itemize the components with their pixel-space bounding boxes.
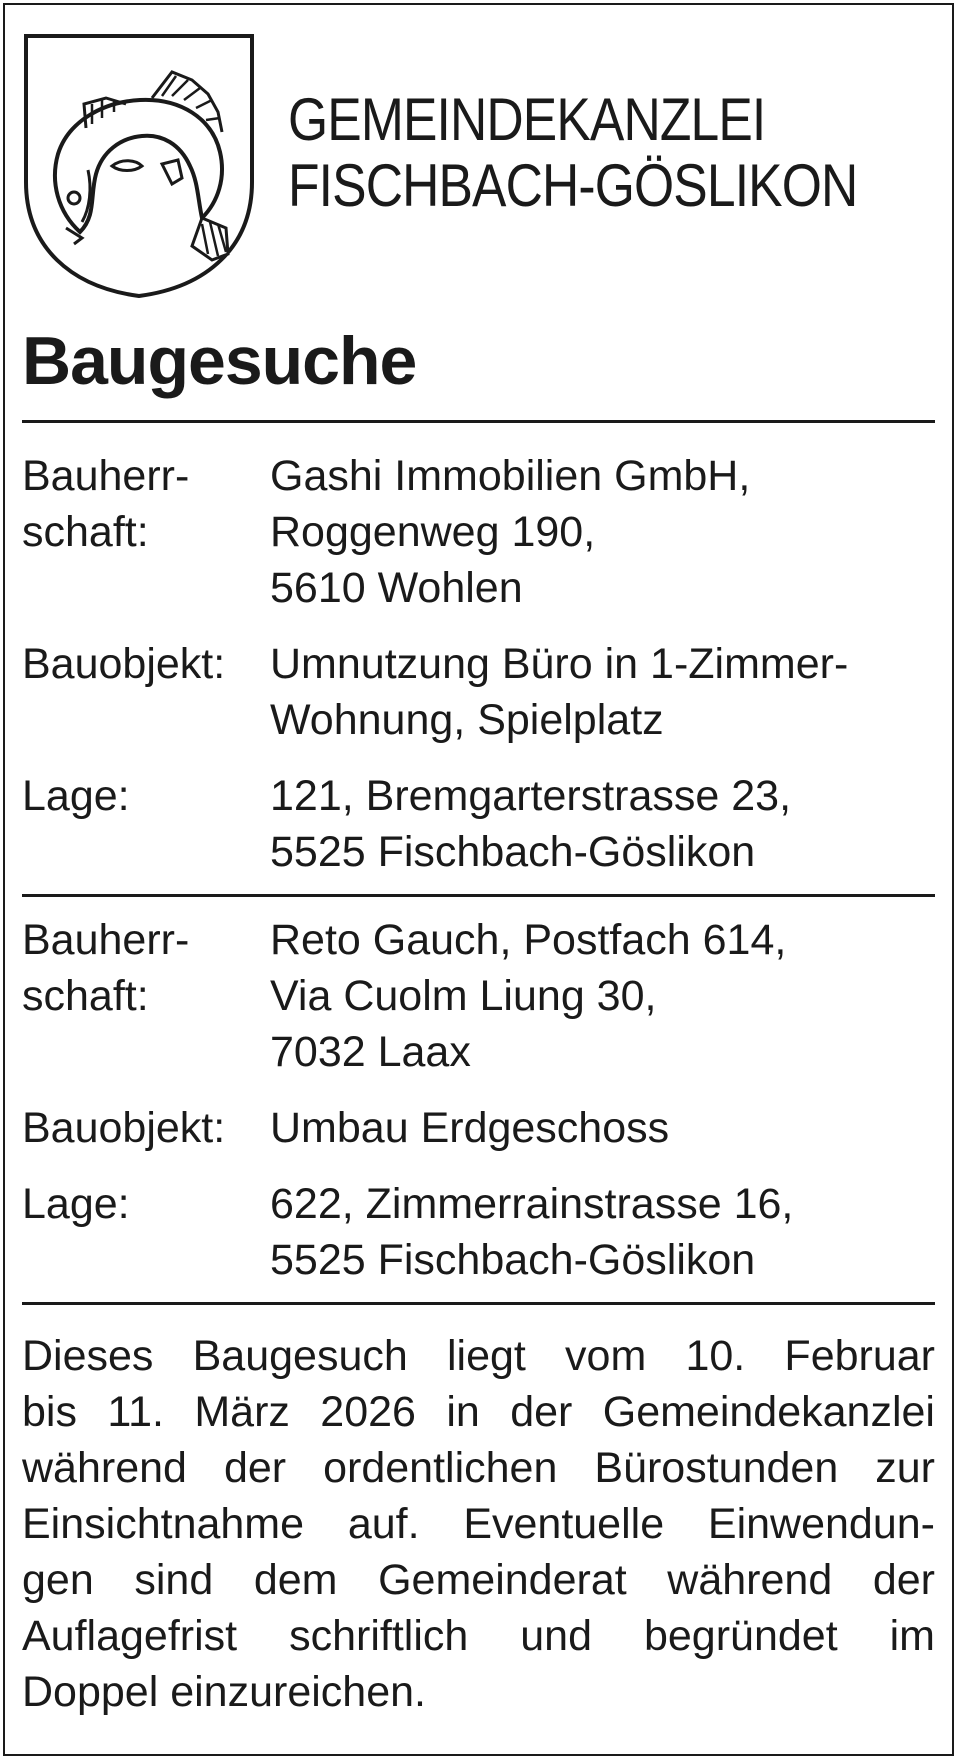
bauherr-value-line-3: 7032 Laax bbox=[270, 1028, 471, 1076]
notice-line: Einsichtnahme auf. Eventuelle Einwendun- bbox=[22, 1500, 935, 1548]
lage-value-line-1: 622, Zimmerrainstrasse 16, bbox=[270, 1180, 794, 1228]
notice-line: Doppel einzureichen. bbox=[22, 1668, 426, 1716]
fish-crest-icon bbox=[22, 32, 258, 300]
page-title: Baugesuche bbox=[22, 323, 417, 399]
divider bbox=[22, 420, 935, 423]
divider bbox=[22, 1302, 935, 1305]
bauobjekt-value-line-1: Umbau Erdgeschoss bbox=[270, 1104, 670, 1152]
bauobjekt-label: Bauobjekt: bbox=[22, 640, 226, 688]
bauobjekt-value-line-2: Wohnung, Spielplatz bbox=[270, 696, 664, 744]
notice-line: Auflagefrist schriftlich und begründet im bbox=[22, 1612, 935, 1660]
lage-value-line-2: 5525 Fischbach-Göslikon bbox=[270, 828, 756, 876]
divider bbox=[22, 894, 935, 897]
bauherr-value-line-3: 5610 Wohlen bbox=[270, 564, 523, 612]
notice-line: Dieses Baugesuch liegt vom 10. Februar bbox=[22, 1332, 935, 1380]
bauherr-label-line-1: Bauherr- bbox=[22, 916, 190, 964]
bauobjekt-value-line-1: Umnutzung Büro in 1-Zimmer- bbox=[270, 640, 849, 688]
bauherr-value-line-1: Reto Gauch, Postfach 614, bbox=[270, 916, 787, 964]
bauherr-value-line-2: Via Cuolm Liung 30, bbox=[270, 972, 657, 1020]
bauherr-value-line-1: Gashi Immobilien GmbH, bbox=[270, 452, 751, 500]
notice-line: gen sind dem Gemeinderat während der bbox=[22, 1556, 935, 1604]
org-name-line-1: GEMEINDEKANZLEI bbox=[288, 86, 766, 153]
lage-value-line-1: 121, Bremgarterstrasse 23, bbox=[270, 772, 792, 820]
bauherr-label-line-2: schaft: bbox=[22, 972, 149, 1020]
lage-label: Lage: bbox=[22, 772, 130, 820]
lage-label: Lage: bbox=[22, 1180, 130, 1228]
lage-value-line-2: 5525 Fischbach-Göslikon bbox=[270, 1236, 756, 1284]
bauherr-label-line-2: schaft: bbox=[22, 508, 149, 556]
notice-line: bis 11. März 2026 in der Gemeindekanzlei bbox=[22, 1388, 935, 1436]
bauobjekt-label: Bauobjekt: bbox=[22, 1104, 226, 1152]
notice-paragraph bbox=[22, 1328, 935, 1720]
bauherr-value-line-2: Roggenweg 190, bbox=[270, 508, 596, 556]
notice-line: während der ordentlichen Bürostunden zur bbox=[22, 1444, 935, 1492]
org-name-line-2: FISCHBACH-GÖSLIKON bbox=[288, 152, 858, 219]
bauherr-label-line-1: Bauherr- bbox=[22, 452, 190, 500]
